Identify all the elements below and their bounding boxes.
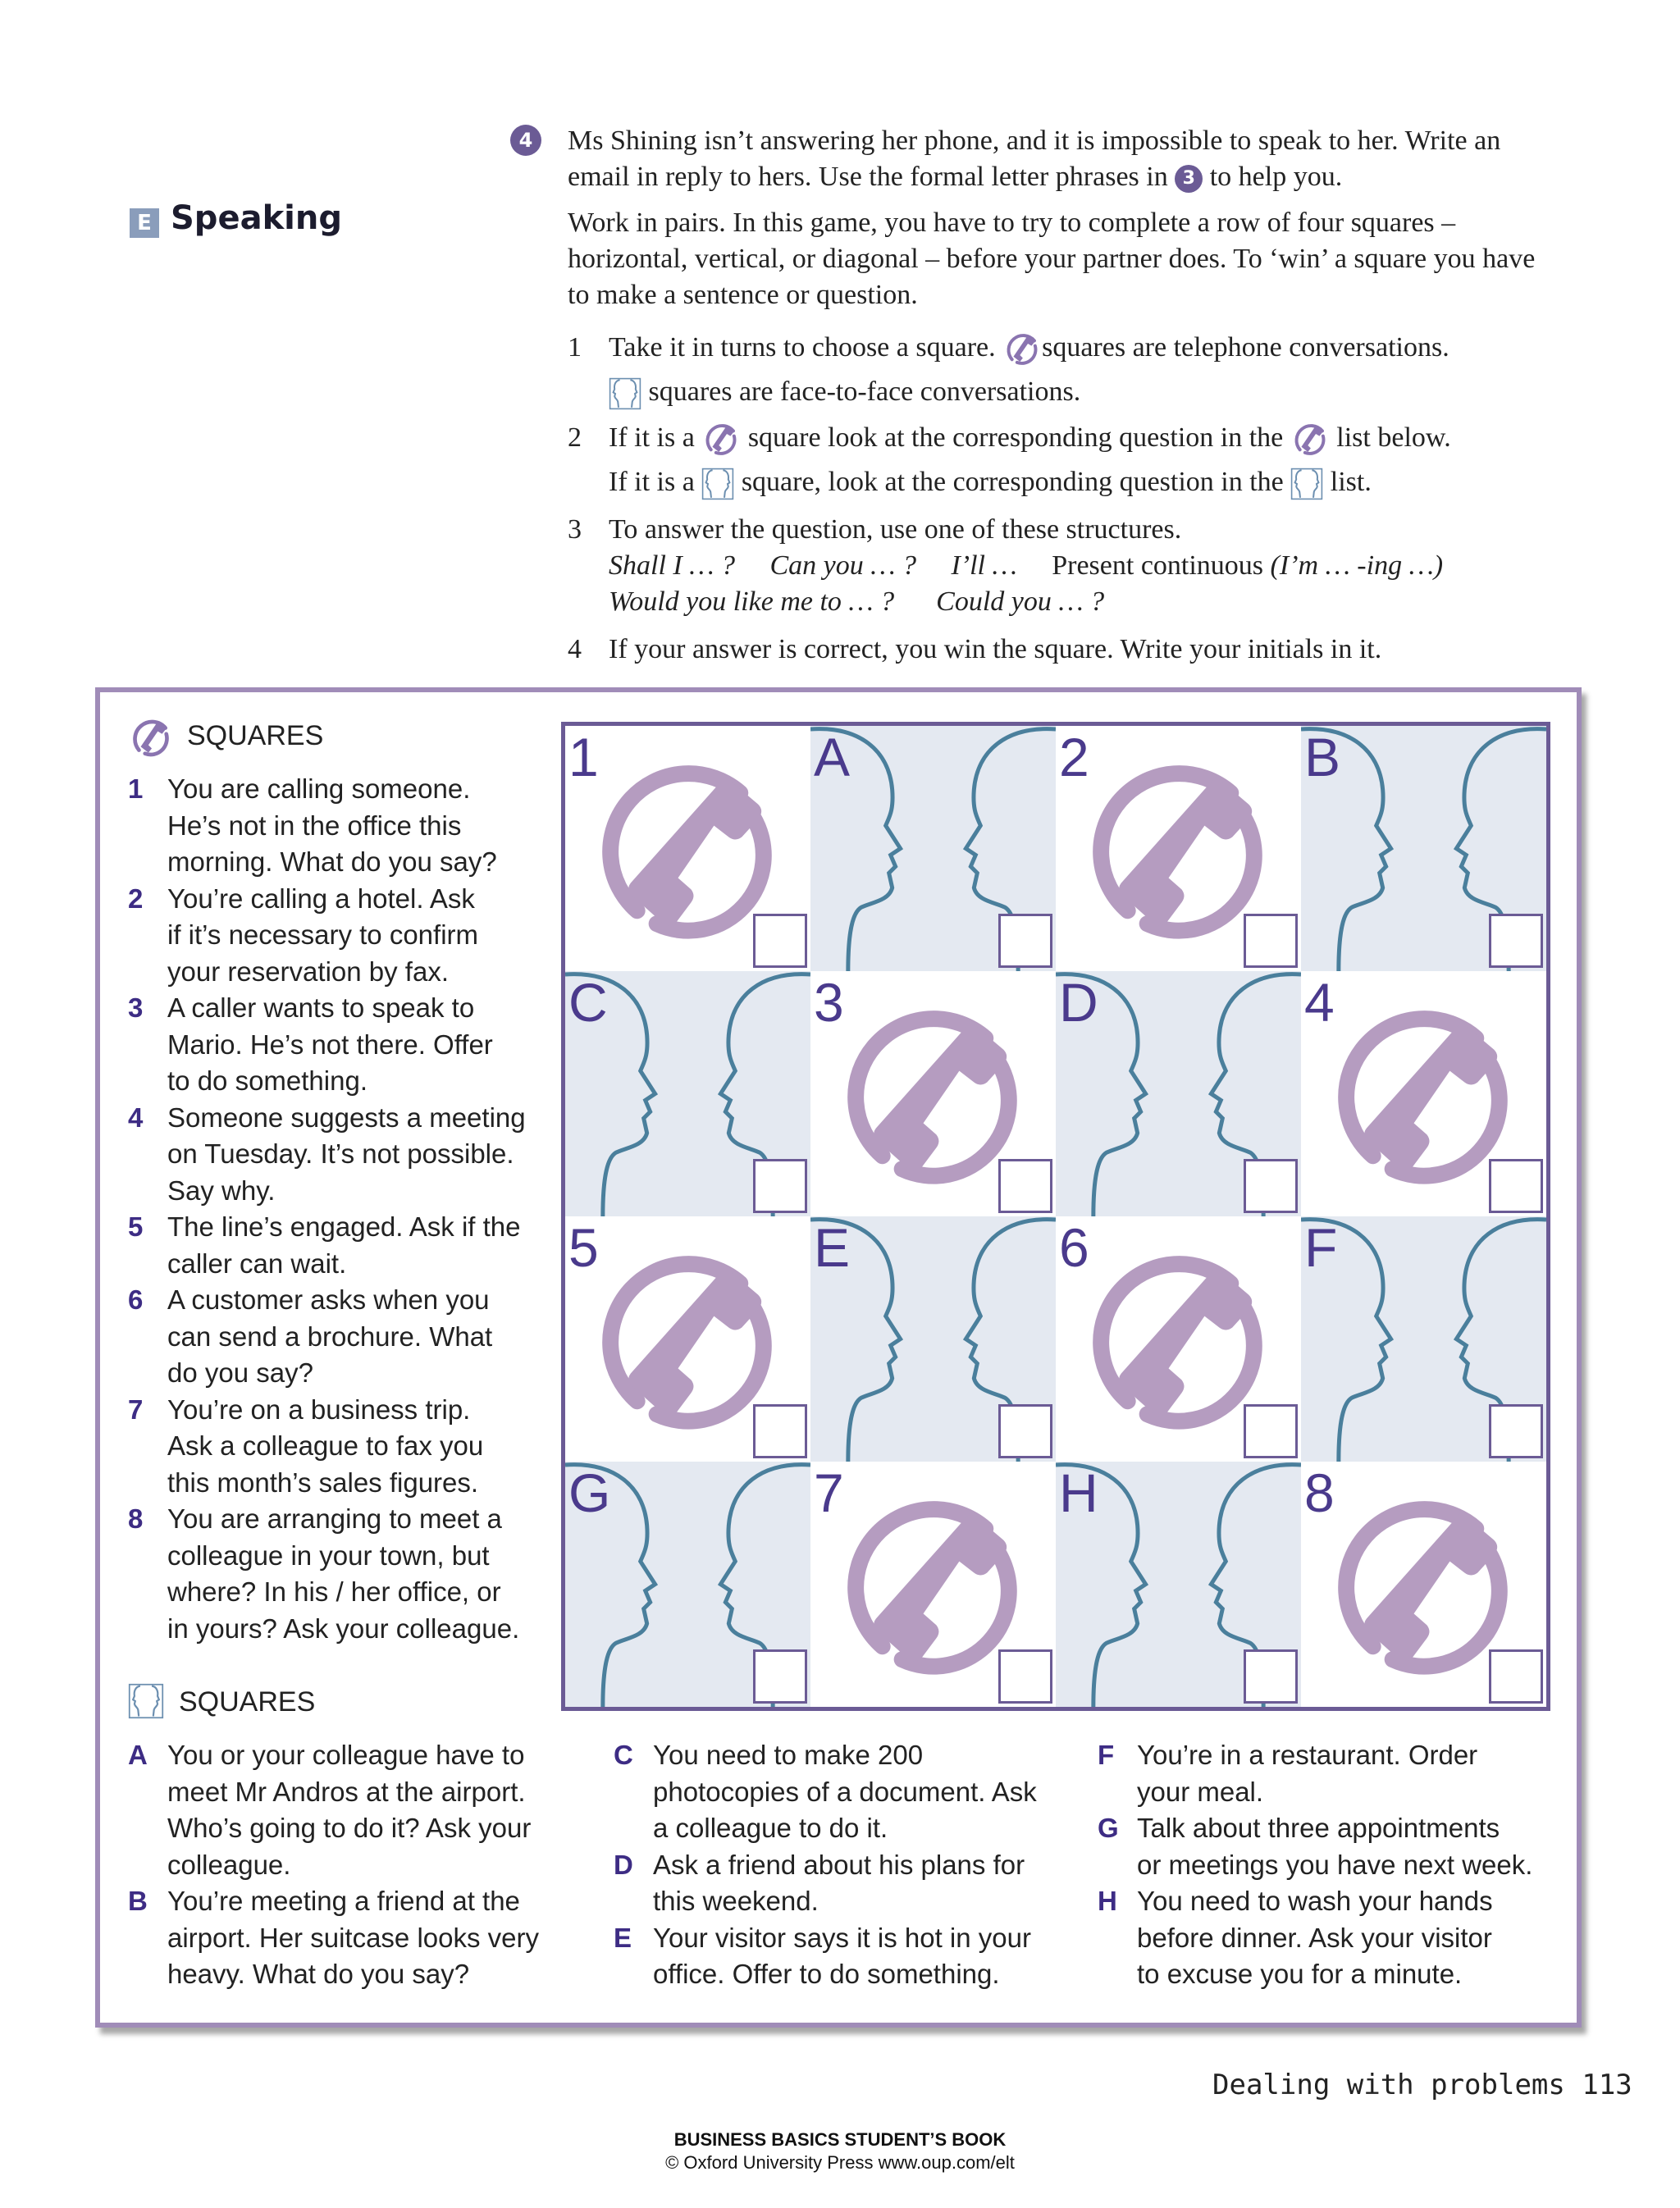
clue-line: in yours? Ask your colleague.: [167, 1613, 520, 1644]
grid-square-F[interactable]: [1301, 1216, 1546, 1462]
structure: Can you … ?: [769, 550, 916, 581]
grid-square-label: A: [814, 727, 851, 787]
clue-line: before dinner. Ask your visitor: [1137, 1922, 1492, 1953]
clue-key: 5: [128, 1211, 144, 1242]
clue-line: You are arranging to meet a: [167, 1503, 502, 1534]
page-number: 113: [1582, 2069, 1632, 2101]
clue-line: You need to make 200: [653, 1740, 924, 1770]
step-number: 1: [568, 332, 582, 363]
exercise-4-instructions: [568, 123, 1560, 195]
clue-line: You’re meeting a friend at the: [167, 1886, 520, 1916]
grid-square-4[interactable]: [1301, 971, 1546, 1216]
phone-squares-heading: SQUARES: [187, 720, 324, 751]
phone-square-icon: [1002, 331, 1042, 367]
clue-line: a colleague to do it.: [653, 1813, 888, 1843]
chapter-title: Dealing with problems: [1212, 2069, 1565, 2101]
clue-line: colleague.: [167, 1849, 291, 1880]
clue-key: F: [1098, 1740, 1115, 1770]
section-badge: E: [130, 208, 159, 238]
exercise-number-badge: 4: [510, 125, 541, 156]
step-number: 3: [568, 514, 582, 545]
structure: Shall I … ?: [609, 550, 735, 581]
grid-square-label: 1: [568, 727, 599, 787]
structure: I’ll …: [951, 550, 1017, 581]
clue-line: Talk about three appointments: [1137, 1813, 1500, 1843]
grid-square-label: 5: [568, 1217, 599, 1278]
phone-squares-heading-icon: [130, 717, 172, 760]
clue-key: G: [1098, 1813, 1119, 1843]
clue-key: 7: [128, 1394, 144, 1425]
grid-square-3[interactable]: [810, 971, 1056, 1216]
clue-line: Ask a colleague to fax you: [167, 1430, 484, 1461]
grid-square-7[interactable]: [810, 1462, 1056, 1707]
initials-box[interactable]: [998, 1159, 1052, 1213]
grid-square-label: B: [1304, 727, 1341, 787]
initials-box[interactable]: [753, 914, 807, 968]
initials-box[interactable]: [1489, 1649, 1543, 1704]
initials-box[interactable]: [1244, 1649, 1298, 1704]
clue-line: morning. What do you say?: [167, 846, 497, 877]
clue-line: The line’s engaged. Ask if the: [167, 1211, 521, 1242]
section-title: Speaking: [171, 199, 342, 237]
game-grid: [561, 722, 1550, 1711]
step-text: If your answer is correct, you win the square. Write your initials in it.: [609, 634, 1382, 664]
clue-line: You or your colleague have to: [167, 1740, 525, 1770]
step-text: If it is a: [609, 467, 695, 497]
structure: (I’m … -ing …): [1270, 550, 1444, 581]
step-number: 2: [568, 422, 582, 453]
clue-key: 1: [128, 773, 144, 804]
clue-line: Say why.: [167, 1175, 276, 1206]
clue-key: 2: [128, 883, 144, 914]
clue-line: You’re calling a hotel. Ask: [167, 883, 475, 914]
exercise-4-text-part1: Ms Shining isn’t answering her phone, and it is impossible to speak to her. Write an email in reply to hers. Use the formal letter phrases in: [568, 125, 1501, 192]
clue-line: You are calling someone.: [167, 773, 471, 804]
clue-line: can send a brochure. What: [167, 1321, 493, 1352]
initials-box[interactable]: [1244, 914, 1298, 968]
clue-key: D: [614, 1849, 633, 1880]
grid-square-label: F: [1304, 1217, 1338, 1278]
initials-box[interactable]: [1489, 1404, 1543, 1458]
initials-box[interactable]: [998, 1404, 1052, 1458]
grid-square-1[interactable]: [565, 726, 810, 971]
step-text: square, look at the corresponding question in the: [741, 467, 1284, 497]
clue-line: A customer asks when you: [167, 1284, 490, 1315]
clue-line: airport. Her suitcase looks very: [167, 1922, 539, 1953]
clue-key: 8: [128, 1503, 144, 1534]
grid-square-label: E: [814, 1217, 851, 1278]
clue-line: You’re on a business trip.: [167, 1394, 471, 1425]
structure: Would you like me to … ?: [609, 586, 895, 617]
structure: Present continuous: [1052, 550, 1264, 581]
clue-line: your meal.: [1137, 1776, 1264, 1807]
grid-square-5[interactable]: [565, 1216, 810, 1462]
phone-square-icon: [701, 422, 741, 458]
clue-line: Who’s going to do it? Ask your: [167, 1813, 532, 1843]
clue-key: E: [614, 1922, 632, 1953]
clue-line: this weekend.: [653, 1886, 819, 1916]
clue-line: You’re in a restaurant. Order: [1137, 1740, 1478, 1770]
grid-square-G[interactable]: [565, 1462, 810, 1707]
clue-line: He’s not in the office this: [167, 810, 462, 841]
face-square-icon: [701, 468, 734, 500]
clue-key: 4: [128, 1102, 144, 1133]
step-text: Take it in turns to choose a square.: [609, 332, 996, 363]
clue-key: 3: [128, 992, 144, 1023]
grid-square-E[interactable]: [810, 1216, 1056, 1462]
grid-square-label: H: [1059, 1462, 1098, 1523]
clue-line: photocopies of a document. Ask: [653, 1776, 1037, 1807]
grid-square-label: 8: [1304, 1462, 1335, 1523]
clue-line: You need to wash your hands: [1137, 1886, 1493, 1916]
grid-square-2[interactable]: [1056, 726, 1301, 971]
clue-line: your reservation by fax.: [167, 956, 449, 987]
clue-line: Someone suggests a meeting: [167, 1102, 526, 1133]
phone-list-icon: [1290, 422, 1330, 458]
clue-line: do you say?: [167, 1357, 313, 1388]
clue-line: A caller wants to speak to: [167, 992, 475, 1023]
step-text: squares are face-to-face conversations.: [648, 376, 1081, 407]
clue-line: heavy. What do you say?: [167, 1959, 470, 1989]
grid-square-label: 4: [1304, 972, 1335, 1033]
exercise-4-text-part2: to help you.: [1209, 162, 1343, 192]
step-text: If it is a: [609, 422, 695, 453]
grid-square-label: 3: [814, 972, 844, 1033]
grid-square-8[interactable]: [1301, 1462, 1546, 1707]
initials-box[interactable]: [998, 1649, 1052, 1704]
step-text: squares are telephone conversations.: [1042, 332, 1449, 363]
structure: Could you … ?: [936, 586, 1105, 617]
grid-square-label: G: [568, 1462, 611, 1523]
clue-line: meet Mr Andros at the airport.: [167, 1776, 526, 1807]
clue-key: A: [128, 1740, 148, 1770]
clue-line: Mario. He’s not there. Offer: [167, 1029, 493, 1060]
clue-key: C: [614, 1740, 633, 1770]
clue-key: 6: [128, 1284, 144, 1315]
face-squares-heading-icon: [128, 1683, 164, 1719]
clue-key: B: [128, 1886, 148, 1916]
clue-line: office. Offer to do something.: [653, 1959, 1000, 1989]
clue-line: if it’s necessary to confirm: [167, 919, 479, 950]
initials-box[interactable]: [1489, 914, 1543, 968]
grid-square-A[interactable]: [810, 726, 1056, 971]
initials-box[interactable]: [998, 914, 1052, 968]
step-number: 4: [568, 634, 582, 664]
clue-key: H: [1098, 1886, 1117, 1916]
clue-line: this month’s sales figures.: [167, 1467, 479, 1498]
step-text: To answer the question, use one of these structures.: [609, 514, 1182, 545]
step-text: list below.: [1336, 422, 1451, 453]
page-footer: [1212, 2069, 1632, 2101]
game-intro: Work in pairs. In this game, you have to try to complete a row of four squares – horizontal, vertical, or diagonal – before your partner does. To ‘win’ a square you have to make a sentence or question.: [568, 208, 1536, 310]
grid-square-label: C: [568, 972, 608, 1033]
step-text: square look at the corresponding question in the: [747, 422, 1284, 453]
grid-square-label: D: [1059, 972, 1098, 1033]
grid-square-H[interactable]: [1056, 1462, 1301, 1707]
exercise-ref-badge: 3: [1175, 165, 1203, 193]
grid-square-6[interactable]: [1056, 1216, 1301, 1462]
clue-line: Your visitor says it is hot in your: [653, 1922, 1031, 1953]
face-list-icon: [1290, 468, 1323, 500]
initials-box[interactable]: [753, 1649, 807, 1704]
clue-line: or meetings you have next week.: [1137, 1849, 1533, 1880]
clue-line: colleague in your town, but: [167, 1540, 490, 1571]
clue-line: to excuse you for a minute.: [1137, 1959, 1463, 1989]
clue-line: where? In his / her office, or: [167, 1576, 501, 1607]
grid-square-D[interactable]: [1056, 971, 1301, 1216]
initials-box[interactable]: [1244, 1404, 1298, 1458]
initials-box[interactable]: [1244, 1159, 1298, 1213]
initials-box[interactable]: [753, 1159, 807, 1213]
book-title: BUSINESS BASICS STUDENT’S BOOK: [673, 2129, 1007, 2150]
copyright: © Oxford University Press www.oup.com/elt: [665, 2152, 1015, 2173]
grid-square-label: 2: [1059, 727, 1089, 787]
grid-square-C[interactable]: [565, 971, 810, 1216]
grid-square-B[interactable]: [1301, 726, 1546, 971]
clue-line: caller can wait.: [167, 1248, 347, 1279]
clue-line: on Tuesday. It’s not possible.: [167, 1138, 514, 1169]
clue-line: Ask a friend about his plans for: [653, 1849, 1025, 1880]
face-squares-heading: SQUARES: [179, 1686, 316, 1718]
grid-square-label: 7: [814, 1462, 844, 1523]
initials-box[interactable]: [1489, 1159, 1543, 1213]
grid-square-label: 6: [1059, 1217, 1089, 1278]
clue-line: to do something.: [167, 1065, 368, 1096]
face-square-icon: [609, 377, 641, 410]
step-text: list.: [1330, 467, 1372, 497]
initials-box[interactable]: [753, 1404, 807, 1458]
